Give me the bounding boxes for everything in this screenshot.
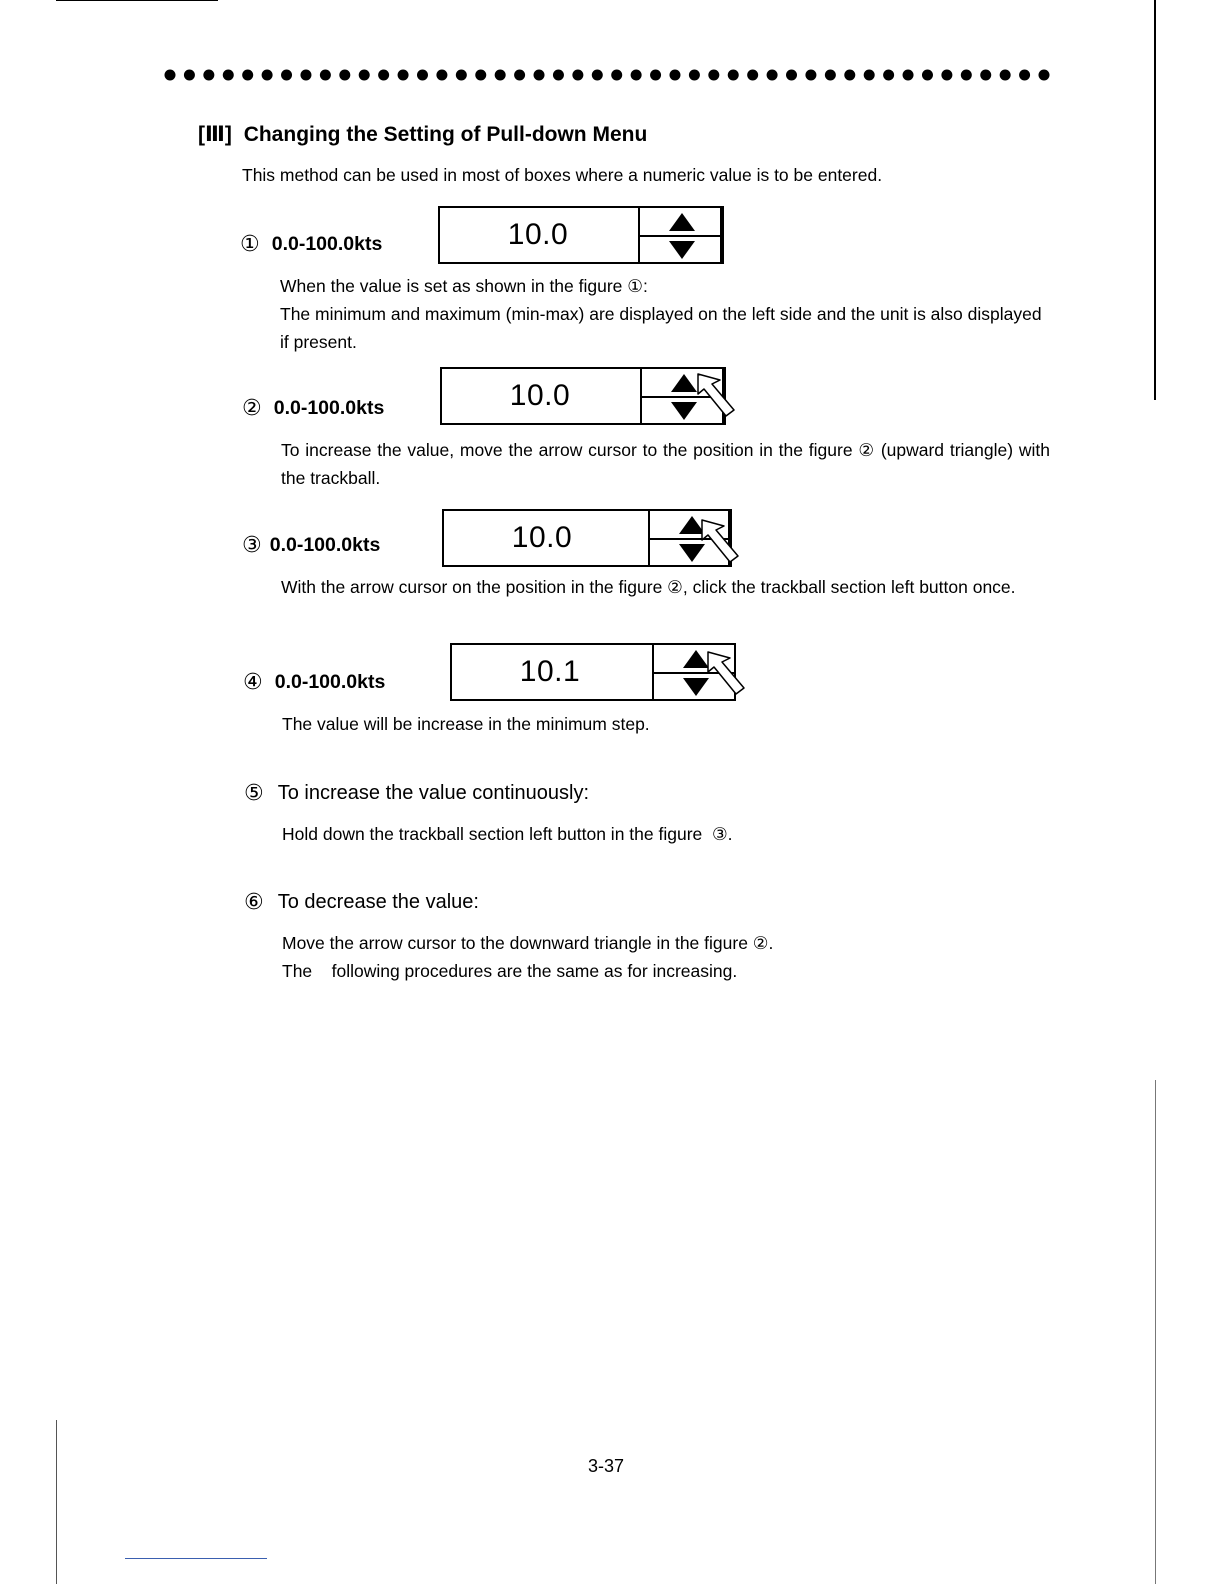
scan-edge-right — [1154, 0, 1156, 400]
step-3-label — [242, 532, 380, 558]
subsection-6-text — [282, 929, 1042, 985]
step-1-label — [240, 231, 382, 257]
separator-dot — [378, 70, 389, 81]
intro-text: This method can be used in most of boxes where a numeric value is to be entered. — [242, 165, 883, 185]
separator-dot — [669, 70, 680, 81]
separator-dot — [961, 70, 972, 81]
section-title: Changing the Setting of Pull-down Menu — [243, 123, 648, 146]
separator-dot — [941, 70, 952, 81]
section-marker: [Ⅲ] — [198, 123, 232, 146]
spin-divider — [640, 235, 720, 237]
step-2-label — [242, 395, 384, 421]
step-3-cursor-icon — [700, 518, 746, 566]
step-1-number: ① — [240, 231, 260, 256]
separator-dot — [689, 70, 700, 81]
subsection-5-text: Hold down the trackball section left button in the figure ③. — [282, 824, 733, 844]
scan-edge-top — [56, 0, 218, 1]
dotted-separator — [162, 66, 1052, 84]
step-4-range: 0.0-100.0kts — [274, 670, 386, 693]
separator-dot — [1019, 70, 1030, 81]
separator-dot — [864, 70, 875, 81]
separator-dot — [747, 70, 758, 81]
step-4-label — [243, 669, 385, 695]
scan-edge-left — [56, 1420, 57, 1584]
separator-dot — [339, 70, 350, 81]
separator-dot — [825, 70, 836, 81]
scan-edge-right-lower — [1155, 1080, 1156, 1584]
increment-arrow-icon[interactable] — [669, 213, 695, 231]
page-number: 3-37 — [588, 1456, 625, 1476]
subsection-5-number: ⑤ — [244, 780, 264, 805]
subsection-6-line-2: The following procedures are the same as for increasing. — [282, 961, 738, 981]
separator-dot — [242, 70, 253, 81]
separator-dot — [728, 70, 739, 81]
separator-dot — [631, 70, 642, 81]
step-1-spinbox[interactable] — [438, 206, 724, 264]
separator-dot — [903, 70, 914, 81]
step-3-number: ③ — [242, 532, 262, 557]
separator-dot — [883, 70, 894, 81]
step-1-text — [280, 272, 1050, 356]
subsection-5-heading — [244, 780, 589, 806]
step-4-value: 10.1 — [519, 655, 581, 688]
decrement-arrow-icon[interactable] — [669, 241, 695, 259]
step-3-value: 10.0 — [511, 521, 573, 554]
separator-dot — [475, 70, 486, 81]
step-2-value: 10.0 — [509, 379, 571, 412]
separator-dot — [184, 70, 195, 81]
step-2-number: ② — [242, 395, 262, 420]
subsection-6-number: ⑥ — [244, 889, 264, 914]
increment-arrow-icon[interactable] — [671, 374, 697, 392]
separator-dot — [611, 70, 622, 81]
step-1-range: 0.0-100.0kts — [271, 232, 383, 255]
separator-dot — [767, 70, 778, 81]
separator-dot — [165, 70, 176, 81]
separator-dot — [456, 70, 467, 81]
subsection-5-title: To increase the value continuously: — [277, 781, 590, 804]
step-1-spin-buttons[interactable] — [638, 206, 722, 264]
scan-edge-bottom — [125, 1558, 267, 1559]
step-1-line-2: The minimum and maximum (min-max) are displayed on the left side and the unit is also displayed if present. — [280, 304, 1042, 352]
separator-dot — [514, 70, 525, 81]
subsection-6-line-1: Move the arrow cursor to the downward triangle in the figure ②. — [282, 933, 774, 953]
separator-dot — [650, 70, 661, 81]
step-4-text: The value will be increase in the minimum step. — [282, 714, 650, 734]
separator-dot — [1000, 70, 1011, 81]
separator-dot — [417, 70, 428, 81]
step-4-spinbox[interactable] — [450, 643, 736, 701]
step-2-range: 0.0-100.0kts — [273, 396, 385, 419]
separator-dot — [786, 70, 797, 81]
decrement-arrow-icon[interactable] — [671, 402, 697, 420]
separator-dot — [359, 70, 370, 81]
separator-dot — [495, 70, 506, 81]
step-2-text: To increase the value, move the arrow cursor to the position in the figure ② (upward triangle) with the trackball. — [281, 440, 1050, 488]
subsection-6-title: To decrease the value: — [277, 890, 479, 913]
separator-dot — [805, 70, 816, 81]
step-3-text: With the arrow cursor on the position in the figure ②, click the trackball section left button once. — [281, 577, 1016, 597]
separator-dot — [572, 70, 583, 81]
step-4-cursor-icon — [706, 650, 752, 698]
subsection-6-heading — [244, 889, 479, 915]
separator-dot — [592, 70, 603, 81]
separator-dot — [262, 70, 273, 81]
step-1-line-1: When the value is set as shown in the figure ①: — [280, 276, 648, 296]
separator-dot — [436, 70, 447, 81]
separator-dot — [534, 70, 545, 81]
separator-dot — [203, 70, 214, 81]
step-4-number: ④ — [243, 669, 263, 694]
separator-dot — [223, 70, 234, 81]
separator-dot — [980, 70, 991, 81]
separator-dot — [844, 70, 855, 81]
separator-dot — [398, 70, 409, 81]
step-2-cursor-icon — [696, 372, 742, 420]
step-3-range: 0.0-100.0kts — [269, 533, 381, 556]
section-heading — [198, 122, 647, 147]
separator-dot — [281, 70, 292, 81]
step-2-spinbox[interactable] — [440, 367, 726, 425]
separator-dot — [320, 70, 331, 81]
step-3-spinbox[interactable] — [442, 509, 730, 567]
separator-dot — [300, 70, 311, 81]
separator-dot — [553, 70, 564, 81]
separator-dot — [1039, 70, 1050, 81]
step-1-value: 10.0 — [507, 218, 569, 251]
separator-dot — [922, 70, 933, 81]
separator-dot — [708, 70, 719, 81]
